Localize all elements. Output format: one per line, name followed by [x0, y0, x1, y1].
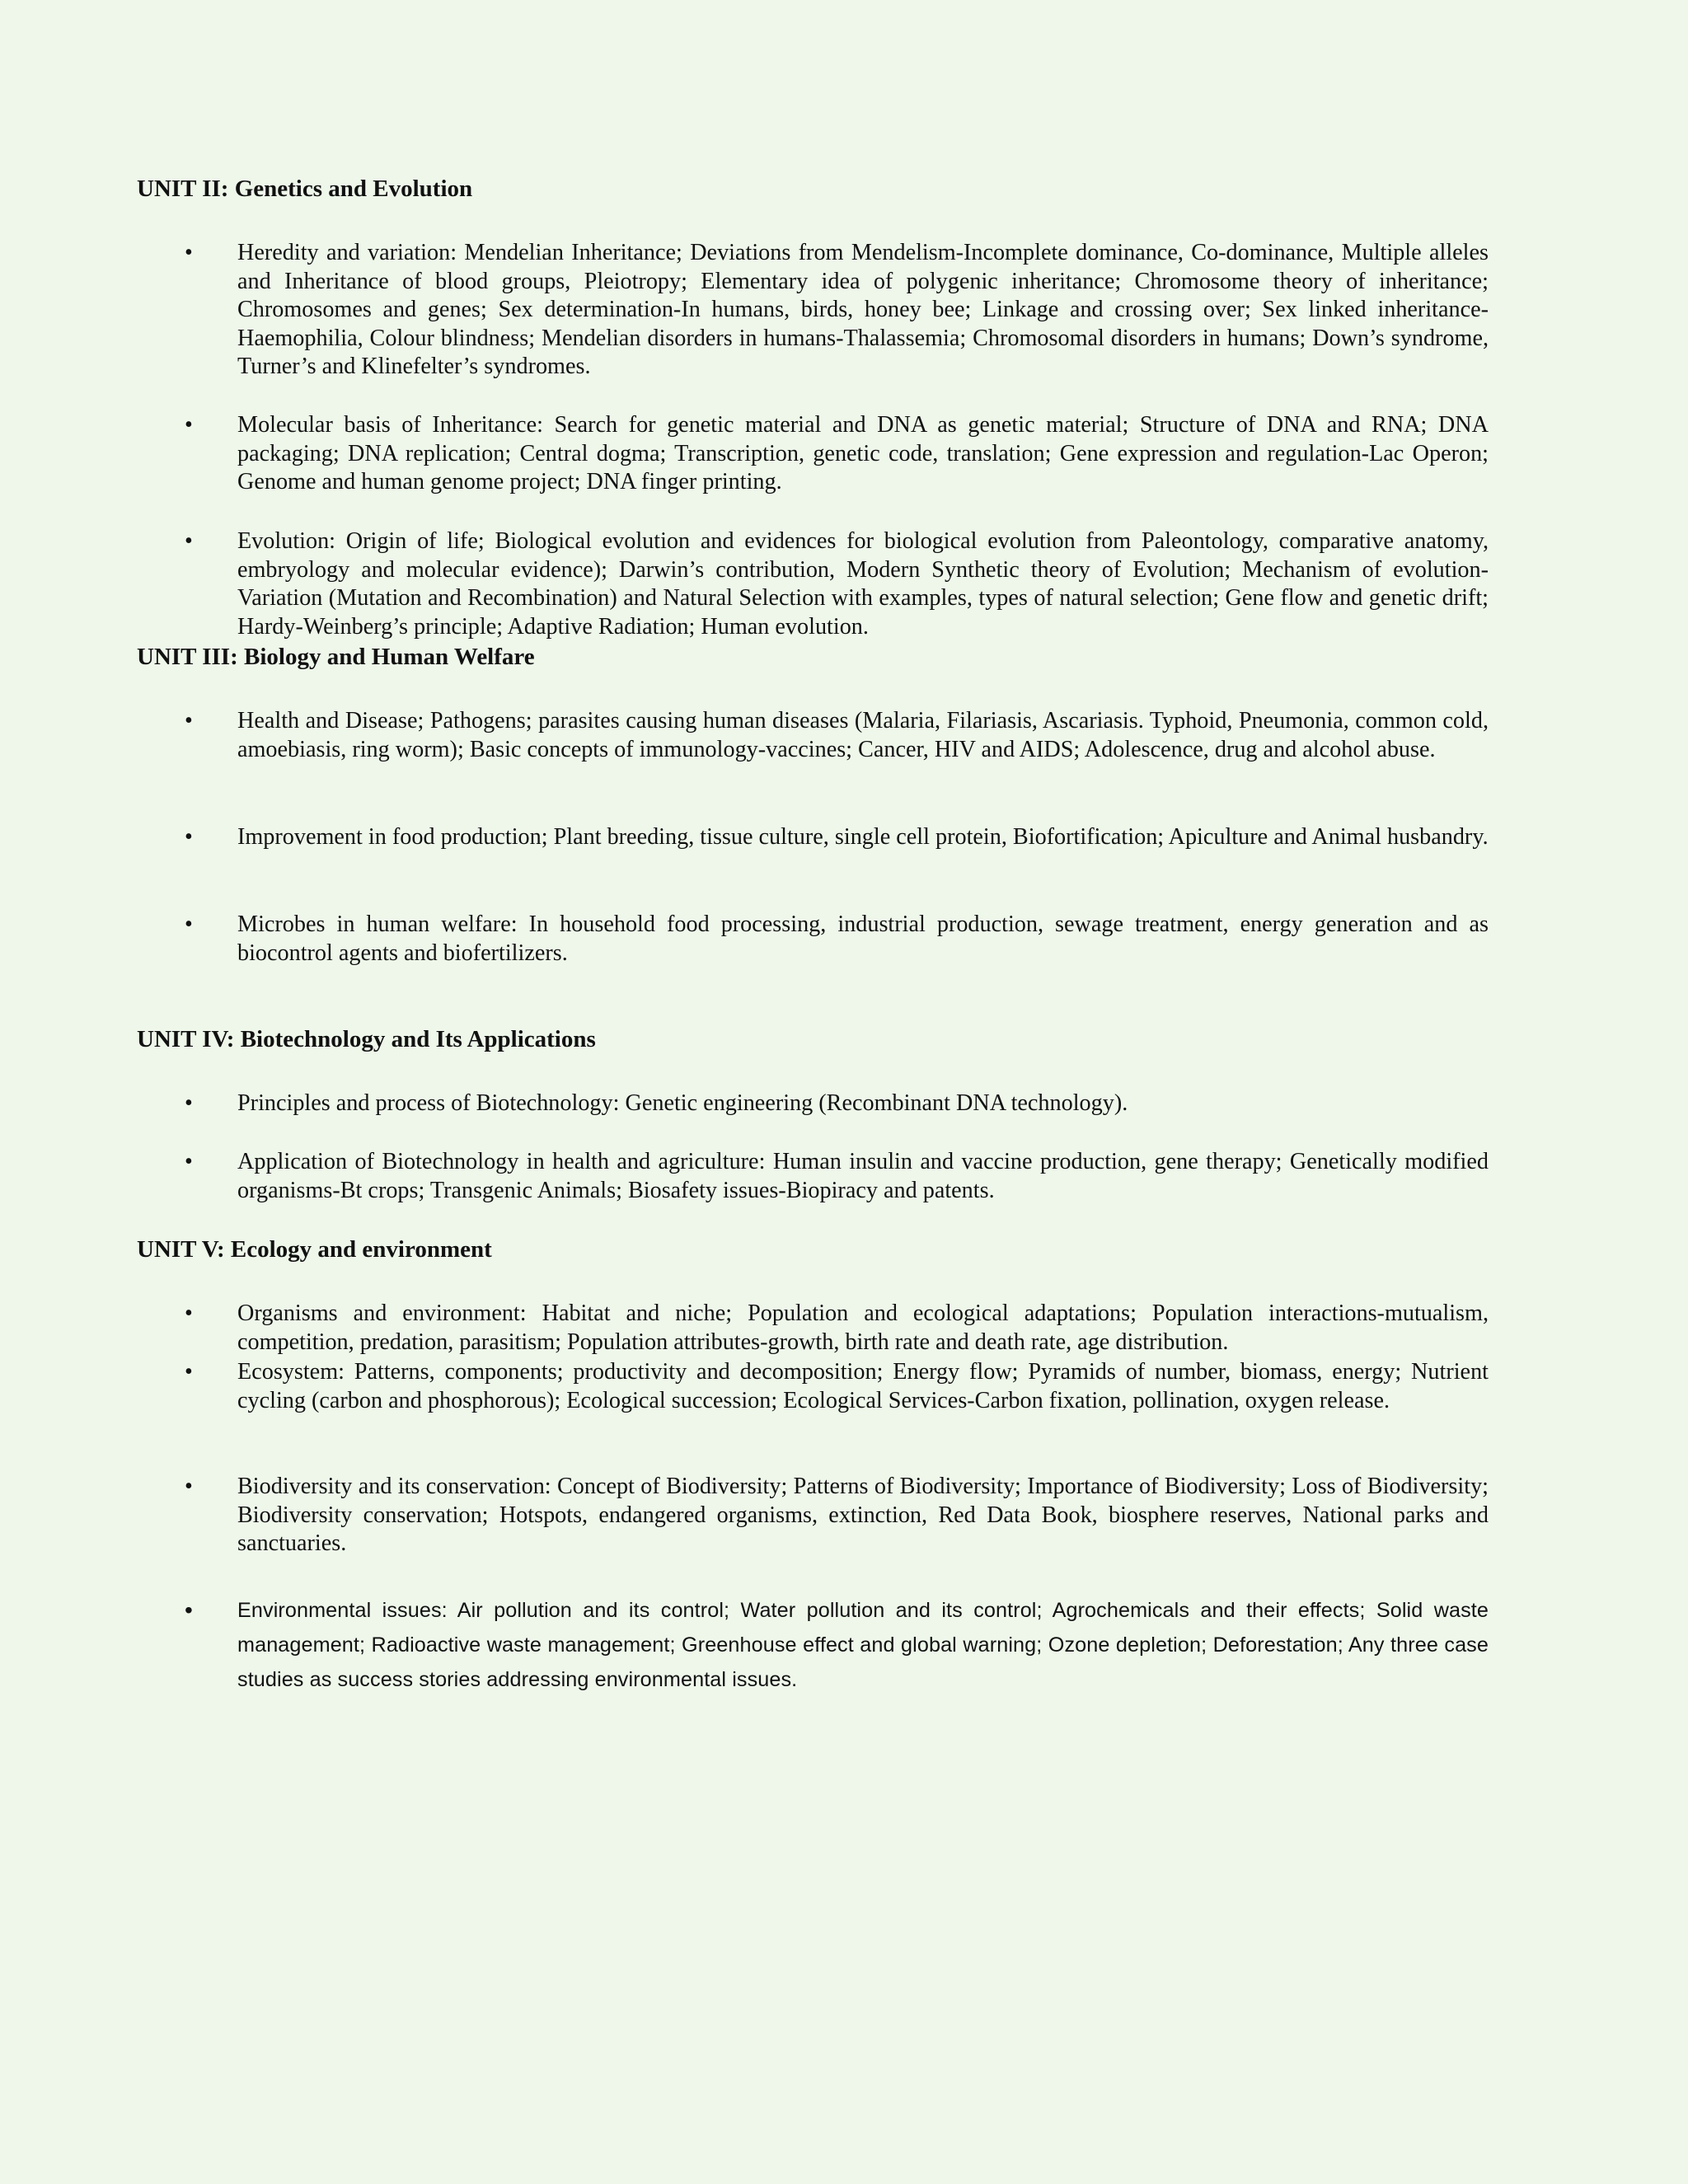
- bullet-icon: •: [185, 1149, 193, 1174]
- unit-4-heading: UNIT IV: Biotechnology and Its Applications: [137, 1026, 596, 1052]
- list-item-text: Evolution: Origin of life; Biological evolution and evidences for biological evolution from Paleontology, comparative anatomy, embryology and molecular evidence); Darwin’s contribution, Modern Synthetic theory of Evolution; Mechanism of evolution-Variation (Mutation and Recombination) and Natural Selection with examples, types of natural selection; Gene flow and genetic drift; Hardy-Weinberg’s principle; Adaptive Radiation; Human evolution.: [237, 528, 1489, 640]
- list-item-text: Health and Disease; Pathogens; parasites causing human diseases (Malaria, Filariasis, Ascariasis. Typhoid, Pneumonia, common cold, amoebiasis, ring worm); Basic concepts of immunology-vaccines; Cancer, HIV and AIDS; Adolescence, drug and alcohol abuse.: [237, 708, 1489, 762]
- bullet-icon: •: [185, 824, 193, 850]
- unit-2-heading: UNIT II: Genetics and Evolution: [137, 176, 473, 202]
- bullet-icon: •: [185, 240, 193, 265]
- bullet-icon: •: [185, 1597, 193, 1623]
- list-item-text: Organisms and environment: Habitat and niche; Population and ecological adaptations; Population interactions-mutualism, competition, predation, parasitism; Population attributes-growth, birth rate and death rate, age distribution.: [237, 1301, 1489, 1355]
- list-item-text: Principles and process of Biotechnology: Genetic engineering (Recombinant DNA technology).: [237, 1090, 1128, 1116]
- list-item-text: Application of Biotechnology in health and agriculture: Human insulin and vaccine production, gene therapy; Genetically modified organisms-Bt crops; Transgenic Animals; Biosafety issues-Biopiracy and patents.: [237, 1149, 1489, 1203]
- bullet-icon: •: [185, 1301, 193, 1326]
- list-item-text: Heredity and variation: Mendelian Inheritance; Deviations from Mendelism-Incomplete dominance, Co-dominance, Multiple alleles and Inheritance of blood groups, Pleiotropy; Elementary idea of polygenic inheritance; Chromosome theory of inheritance; Chromosomes and genes; Sex determination-In humans, birds, honey bee; Linkage and crossing over; Sex linked inheritance-Haemophilia, Colour blindness; Mendelian disorders in humans-Thalassemia; Chromosomal disorders in humans; Down’s syndrome, Turner’s and Klinefelter’s syndromes.: [237, 240, 1489, 380]
- list-item-text: Ecosystem: Patterns, components; productivity and decomposition; Energy flow; Pyramids of number, biomass, energy; Nutrient cycling (carbon and phosphorous); Ecological succession; Ecological Services-Carbon fixation, pollination, oxygen release.: [237, 1359, 1489, 1413]
- bullet-icon: •: [185, 412, 193, 438]
- bullet-icon: •: [185, 528, 193, 554]
- bullet-icon: •: [185, 912, 193, 937]
- unit-3-heading: UNIT III: Biology and Human Welfare: [137, 644, 535, 670]
- bullet-icon: •: [185, 1359, 193, 1385]
- bullet-icon: •: [185, 708, 193, 733]
- list-item-text: Molecular basis of Inheritance: Search for genetic material and DNA as genetic material; Structure of DNA and RNA; DNA packaging; DNA replication; Central dogma; Transcription, genetic code, translation; Gene expression and regulation-Lac Operon; Genome and human genome project; DNA finger printing.: [237, 412, 1489, 495]
- unit-5-heading: UNIT V: Ecology and environment: [137, 1236, 492, 1263]
- list-item-text: Microbes in human welfare: In household food processing, industrial production, sewage treatment, energy generation and as biocontrol agents and biofertilizers.: [237, 912, 1489, 966]
- list-item-text: Improvement in food production; Plant breeding, tissue culture, single cell protein, Biofortification; Apiculture and Animal husbandry.: [237, 824, 1489, 850]
- list-item-text: Biodiversity and its conservation: Concept of Biodiversity; Patterns of Biodiversity; Importance of Biodiversity; Loss of Biodiversity; Biodiversity conservation; Hotspots, endangered organisms, extinction, Red Data Book, biosphere reserves, National parks and sanctuaries.: [237, 1474, 1489, 1557]
- bullet-icon: •: [185, 1090, 193, 1116]
- list-item-text: Environmental issues: Air pollution and its control; Water pollution and its control; Agrochemicals and their effects; Solid waste management; Radioactive waste management; Greenhouse effect and global warning; Ozone depletion; Deforestation; Any three case studies as success stories addressing environmental issues.: [237, 1599, 1489, 1691]
- bullet-icon: •: [185, 1474, 193, 1499]
